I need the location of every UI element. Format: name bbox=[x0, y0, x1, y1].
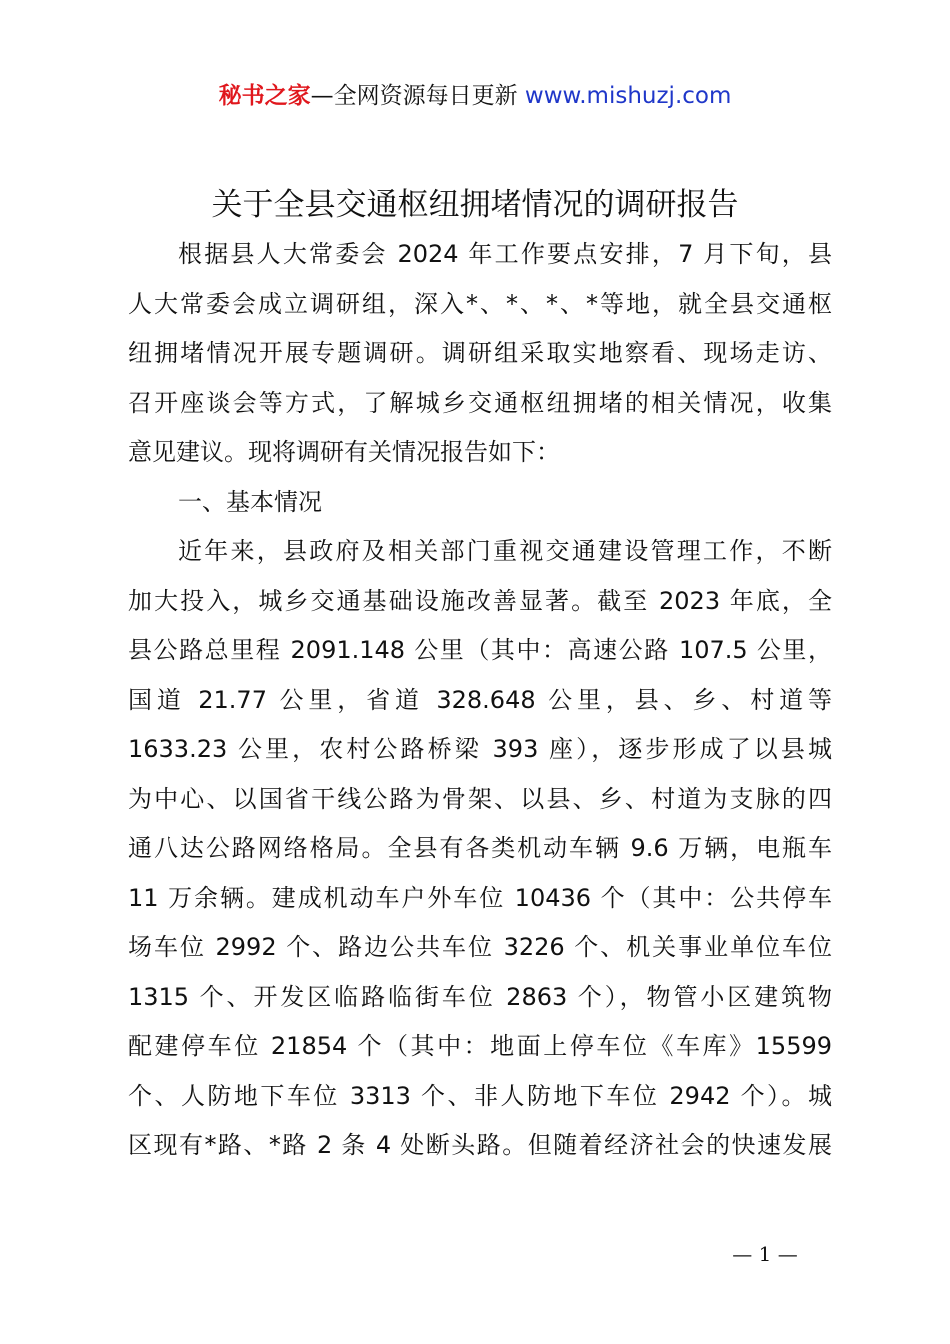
paragraph-line: 场车位 2992 个、路边公共车位 3226 个、机关事业单位车位 bbox=[128, 933, 832, 961]
paragraph-line: 召开座谈会等方式，了解城乡交通枢纽拥堵的相关情况，收集 bbox=[128, 388, 832, 417]
paragraph-line: 意见建议。现将调研有关情况报告如下： bbox=[128, 438, 560, 466]
paragraph-line: 区现有*路、*路 2 条 4 处断头路。但随着经济社会的快速发展 bbox=[128, 1131, 832, 1159]
paragraph-line: 11 万余辆。建成机动车户外车位 10436 个（其中：公共停车 bbox=[128, 883, 832, 912]
paragraph-line: 配建停车位 21854 个（其中：地面上停车位《车库》15599 bbox=[128, 1032, 832, 1060]
site-header bbox=[0, 80, 950, 112]
document-body bbox=[128, 230, 832, 1171]
paragraph-line: 人大常委会成立调研组，深入*、*、*、*等地，就全县交通枢 bbox=[128, 289, 832, 318]
paragraph-line: 1315 个、开发区临路临街车位 2863 个），物管小区建筑物 bbox=[128, 982, 832, 1011]
paragraph-line: 加大投入，城乡交通基础设施改善显著。截至 2023 年底，全 bbox=[128, 586, 832, 615]
site-brand: 秘书之家 bbox=[218, 83, 311, 109]
site-tagline: —全网资源每日更新 bbox=[310, 83, 518, 109]
paragraph-line: 近年来，县政府及相关部门重视交通建设管理工作，不断 bbox=[178, 537, 832, 565]
paragraph-line: 通八达公路网络格局。全县有各类机动车辆 9.6 万辆，电瓶车 bbox=[128, 834, 832, 862]
document-title: 关于全县交通枢纽拥堵情况的调研报告 bbox=[211, 187, 739, 223]
paragraph-line: 为中心、以国省干线公路为骨架、以县、乡、村道为支脉的四 bbox=[128, 784, 832, 813]
page-number: — 1 — bbox=[732, 1242, 798, 1266]
site-url-link[interactable]: www.mishuzj.com bbox=[524, 83, 732, 109]
paragraph-line: 根据县人大常委会 2024 年工作要点安排，7 月下旬，县 bbox=[178, 240, 832, 268]
paragraph-line: 1633.23 公里，农村公路桥梁 393 座），逐步形成了以县城 bbox=[128, 735, 832, 763]
paragraph-line: 国道 21.77 公里，省道 328.648 公里，县、乡、村道等 bbox=[128, 685, 832, 714]
paragraph-line: 个、人防地下车位 3313 个、非人防地下车位 2942 个）。城 bbox=[128, 1081, 832, 1110]
paragraph-line: 纽拥堵情况开展专题调研。调研组采取实地察看、现场走访、 bbox=[128, 339, 832, 367]
paragraph-line: 县公路总里程 2091.148 公里（其中：高速公路 107.5 公里， bbox=[128, 636, 832, 664]
section-heading: 一、基本情况 bbox=[178, 487, 322, 516]
